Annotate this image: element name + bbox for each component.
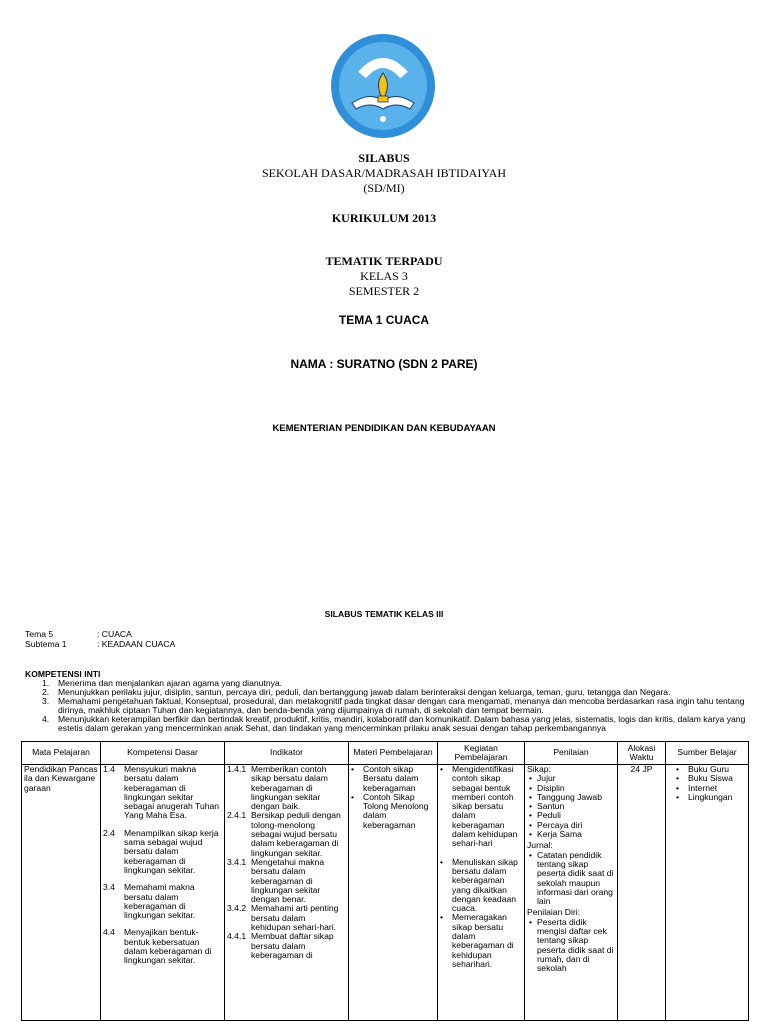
school-line-1: SEKOLAH DASAR/MADRASAH IBTIDAIYAH xyxy=(261,166,506,180)
kd-item: 2.4 Menampilkan sikap kerja sama sebagai wujud bersatu dalam keberagaman di lingkungan sekitar. xyxy=(103,827,219,875)
kd-item: 3.4 Memahami makna bersatu dalam keberagaman di lingkungan sekitar. xyxy=(103,882,196,921)
syllabus-heading: SILABUS TEMATIK KELAS III xyxy=(324,609,444,619)
school-line-2: (SD/MI) xyxy=(363,181,405,195)
ki-item: 2. Menunjukkan perilaku jujur, disiplin, santun, percaya diri, peduli, dan bertanggung jawab dalam berinteraksi dengan keluarga, teman, guru, tetangga dan Negara. xyxy=(42,687,671,698)
theme-title: TEMA 1 CUACA xyxy=(338,313,430,327)
cell-sumber xyxy=(666,765,749,1021)
header-penilaian: Penilaian xyxy=(525,742,618,765)
header-materi: Materi Pembelajaran xyxy=(349,742,438,765)
cell-kegiatan xyxy=(438,765,525,1021)
penilaian-jurnal-label: Jurnal: xyxy=(527,840,553,851)
cell-mapel: Pendidikan Pancasila dan Kewarganegaraan xyxy=(22,765,101,1021)
subtema-label: Subtema 1 xyxy=(25,639,67,649)
tema-label: Tema 5 xyxy=(25,629,54,639)
penilaian-item: • Santun xyxy=(529,801,565,812)
penilaian-item: • Kerja Sama xyxy=(529,829,582,840)
ki-heading: KOMPETENSI INTI xyxy=(25,669,101,679)
subtema-value: : KEADAAN CUACA xyxy=(97,639,176,649)
header-alokasi: Alokasi Waktu xyxy=(618,742,666,765)
sumber-item: • Buku Guru xyxy=(676,765,730,774)
penilaian-sikap-label: Sikap: xyxy=(527,765,551,774)
penilaian-item: • Percaya diri xyxy=(529,819,583,830)
header-sumber: Sumber Belajar xyxy=(666,742,749,765)
cell-indikator xyxy=(225,765,349,1021)
tema-block xyxy=(25,629,175,649)
sumber-item: • Buku Siswa xyxy=(676,773,733,784)
penilaian-item: • Peduli xyxy=(529,810,561,821)
syllabus-table xyxy=(21,741,749,1021)
indikator-item: 4.4.1 Membuat daftar sikap bersatu dalam keberagaman di xyxy=(227,931,334,960)
tut-wuri-handayani-logo xyxy=(330,33,436,139)
penilaian-item: • Jujur xyxy=(529,773,556,784)
header-kompetensi-dasar: Kompetensi Dasar xyxy=(101,742,225,765)
thematic: TEMATIK TERPADU xyxy=(325,254,443,268)
cell-materi xyxy=(349,765,438,1021)
penilaian-diri-label: Penilaian Diri: xyxy=(527,907,581,918)
header-kegiatan: Kegiatan Pembelajaran xyxy=(438,742,525,765)
table-row xyxy=(22,765,749,1021)
kd-item: 4.4 Menyajikan bentuk-bentuk kebersatuan dalam keberagaman di lingkungan sekitar. xyxy=(103,927,212,966)
ki-list xyxy=(24,679,746,734)
ministry: KEMENTERIAN PENDIDIKAN DAN KEBUDAYAAN xyxy=(272,423,496,434)
cover-title: SILABUS xyxy=(358,151,410,165)
kegiatan-item: • Mengidentifikasi contoh sikap sebagai bentuk memberi contoh sikap bersatu dalam keberagaman dalam kehidupan sehari-hari xyxy=(440,765,518,849)
table-header-row xyxy=(22,742,749,765)
penilaian-item: • Peserta didik mengisi daftar cek tentang sikap peserta didik saat di rumah, dan di sekolah xyxy=(529,916,614,974)
header-mata-pelajaran: Mata Pelajaran xyxy=(22,742,101,765)
cell-kd xyxy=(101,765,225,1021)
header-indikator: Indikator xyxy=(225,742,349,765)
penilaian-item: • Disiplin xyxy=(529,782,565,793)
class-label: KELAS 3 xyxy=(360,269,408,283)
indikator-item: 3.4.2 Memahami arti penting bersatu dalam kehidupan sehari-hari. xyxy=(227,903,339,933)
indikator-item: 1.4.1 Memberikan contoh sikap bersatu dalam keberagaman di lingkungan sekitar dengan baik. xyxy=(227,765,328,812)
ki-item: 3. Memahami pengetahuan faktual, Konseptual, prosedural, dan metakognitif pada tingkat dasar dengan cara mengamati, menanya dan mencoba berdasarkan rasa ingin tahu tentang dirinya, makhluk ciptaan Tuhan dan kegiatannya, dan benda-benda yang dijumpainya di rumah, di sekolah dan tempat bermain. xyxy=(42,696,745,716)
ki-item: 1. Menerima dan menjalankan ajaran agama yang dianutnya. xyxy=(42,678,283,688)
indikator-item: 2.4.1 Bersikap peduli dengan tolong-menolong sebagai wujud bersatu dalam keberagaman di lingkungan sekitar. xyxy=(227,810,341,858)
penilaian-item: • Tanggung Jawab xyxy=(529,791,602,802)
cell-penilaian xyxy=(525,765,618,1021)
author-name: NAMA : SURATNO (SDN 2 PARE) xyxy=(290,357,478,371)
sumber-item: • Internet xyxy=(676,782,718,793)
semester-label: SEMESTER 2 xyxy=(348,284,420,298)
materi-item: • Contoh Sikap Tolong Menolong dalam keberagaman xyxy=(351,791,429,830)
kegiatan-item: • Menuliskan sikap bersatu dalam keberagaman yang dikaitkan dengan keadaan cuaca. xyxy=(440,856,518,914)
curriculum: KURIKULUM 2013 xyxy=(331,211,437,225)
kd-item: 1.4 Mensyukuri makna bersatu dalam keberagaman di lingkungan sekitar sebagai anugerah Tuhan Yang Maha Esa. xyxy=(103,765,220,821)
materi-item: • Contoh sikap Bersatu dalam keberagaman xyxy=(351,765,419,793)
tema-value: : CUACA xyxy=(97,629,132,639)
indikator-item: 3.4.1 Mengetahui makna bersatu dalam keberagaman di lingkungan sekitar dengan benar. xyxy=(227,856,325,905)
penilaian-item: • Catatan pendidik tentang sikap peserta didik saat di sekolah maupun informasi dari orang lain xyxy=(529,849,614,907)
kegiatan-item: • Memeragakan sikap bersatu dalam keberagaman di kehidupan seharihari. xyxy=(440,912,514,969)
ki-item: 4. Menunjukkan keterampilan berfikir dan bertindak kreatif, produktif, kritis, mandiri, kolaboratif dan komunikatif. Dalam bahasa yang jelas, sistematis, logis dan kritis, dalam karya yang estetis dalam gerakan yang mencerminkan anak Sehat, dan tindakan yang mencerminkan prilaku anak sesuai dengan tahap perkembangannya xyxy=(42,714,746,734)
sumber-item: • Lingkungan xyxy=(676,791,733,802)
cell-alokasi: 24 JP xyxy=(618,765,666,1021)
